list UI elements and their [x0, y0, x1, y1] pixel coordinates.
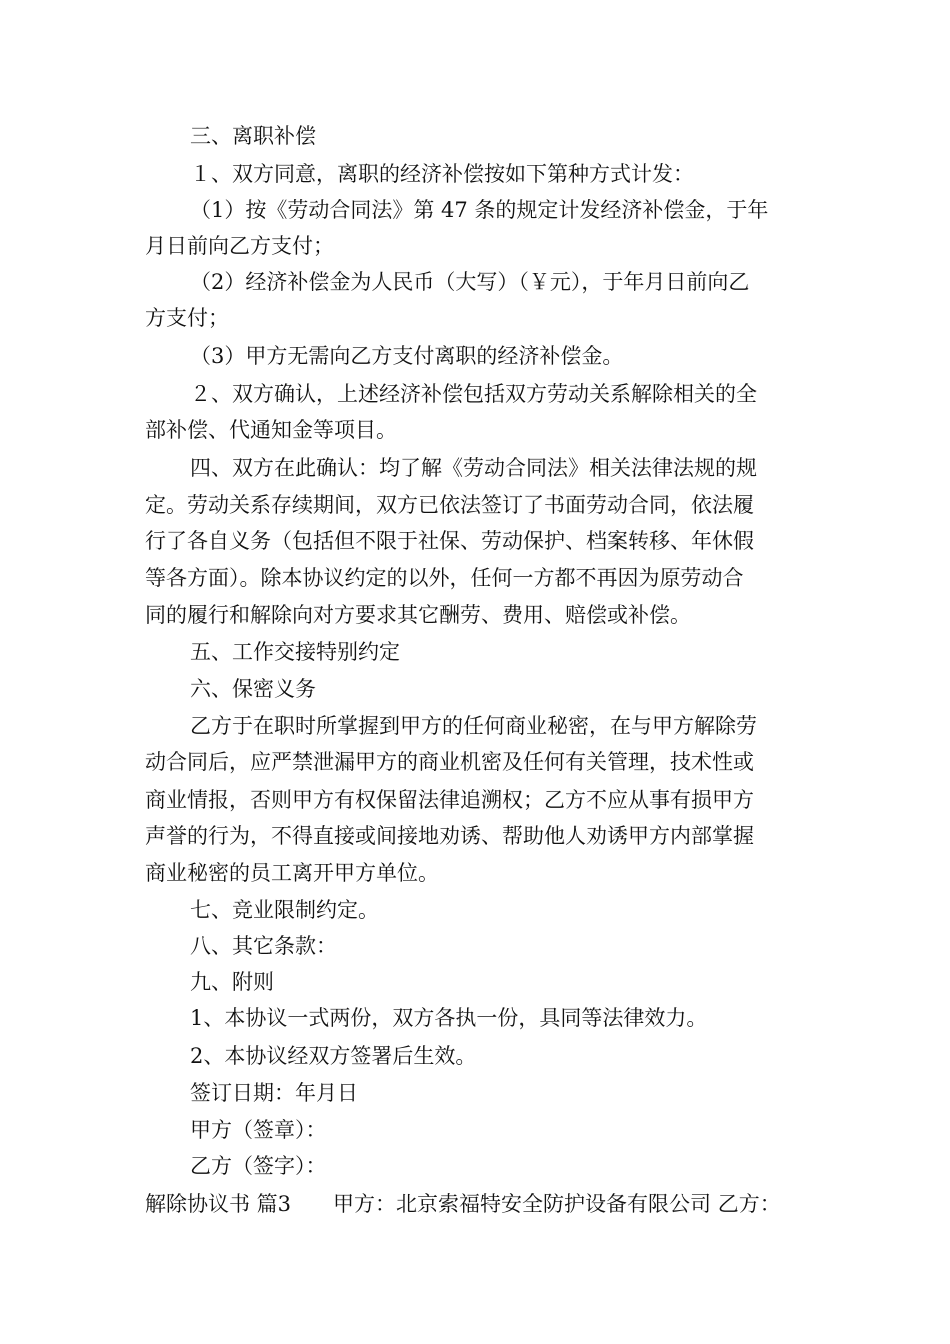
text-line: １、双方同意，离职的经济补偿按如下第种方式计发：: [190, 162, 694, 186]
text-line: （3）甲方无需向乙方支付离职的经济补偿金。: [190, 344, 624, 368]
text-line: 商业秘密的员工离开甲方单位。: [145, 861, 439, 885]
section-heading-confirmation: 四、双方在此确认：均了解《劳动合同法》相关法律法规的规: [190, 456, 757, 480]
text-line: 动合同后，应严禁泄漏甲方的商业机密及任何有关管理，技术性或: [145, 750, 754, 774]
text-line: 等各方面）。除本协议约定的以外，任何一方都不再因为原劳动合: [145, 566, 744, 590]
text-line: （1）按《劳动合同法》第 47 条的规定计发经济补偿金，于年: [190, 198, 769, 222]
text-line: 商业情报，否则甲方有权保留法律追溯权；乙方不应从事有损甲方: [145, 788, 754, 812]
section-heading-handover: 五、工作交接特别约定: [190, 640, 400, 664]
party-b-signature: 乙方（签字）：: [190, 1154, 327, 1178]
text-line: 行了各自义务（包括但不限于社保、劳动保护、档案转移、年休假: [145, 529, 754, 553]
section-heading-confidentiality: 六、保密义务: [190, 677, 316, 701]
text-line: 2、本协议经双方签署后生效。: [190, 1044, 477, 1068]
text-line: 月日前向乙方支付；: [145, 234, 334, 258]
text-line: 方支付；: [145, 306, 229, 330]
section-heading-appendix: 九、附则: [190, 970, 274, 994]
text-line: （2）经济补偿金为人民币（大写）（￥元），于年月日前向乙: [190, 270, 750, 294]
next-document-heading: 解除协议书 篇3 甲方：北京索福特安全防护设备有限公司 乙方：: [145, 1192, 781, 1216]
signing-date: 签订日期：年月日: [190, 1081, 358, 1105]
section-heading-noncompete: 七、竞业限制约定。: [190, 898, 379, 922]
text-line: 部补偿、代通知金等项目。: [145, 418, 397, 442]
text-line: 定。劳动关系存续期间，双方已依法签订了书面劳动合同，依法履: [145, 493, 754, 517]
section-heading-other-terms: 八、其它条款：: [190, 934, 337, 958]
section-heading-compensation: 三、离职补偿: [190, 124, 316, 148]
text-line: ２、双方确认，上述经济补偿包括双方劳动关系解除相关的全: [190, 382, 757, 406]
text-line: 同的履行和解除向对方要求其它酬劳、费用、赔偿或补偿。: [145, 603, 691, 627]
party-a-signature: 甲方（签章）：: [190, 1118, 327, 1142]
text-line: 乙方于在职时所掌握到甲方的任何商业秘密，在与甲方解除劳: [190, 714, 757, 738]
text-line: 1、本协议一式两份，双方各执一份，具同等法律效力。: [190, 1006, 708, 1030]
text-line: 声誉的行为，不得直接或间接地劝诱、帮助他人劝诱甲方内部掌握: [145, 824, 754, 848]
